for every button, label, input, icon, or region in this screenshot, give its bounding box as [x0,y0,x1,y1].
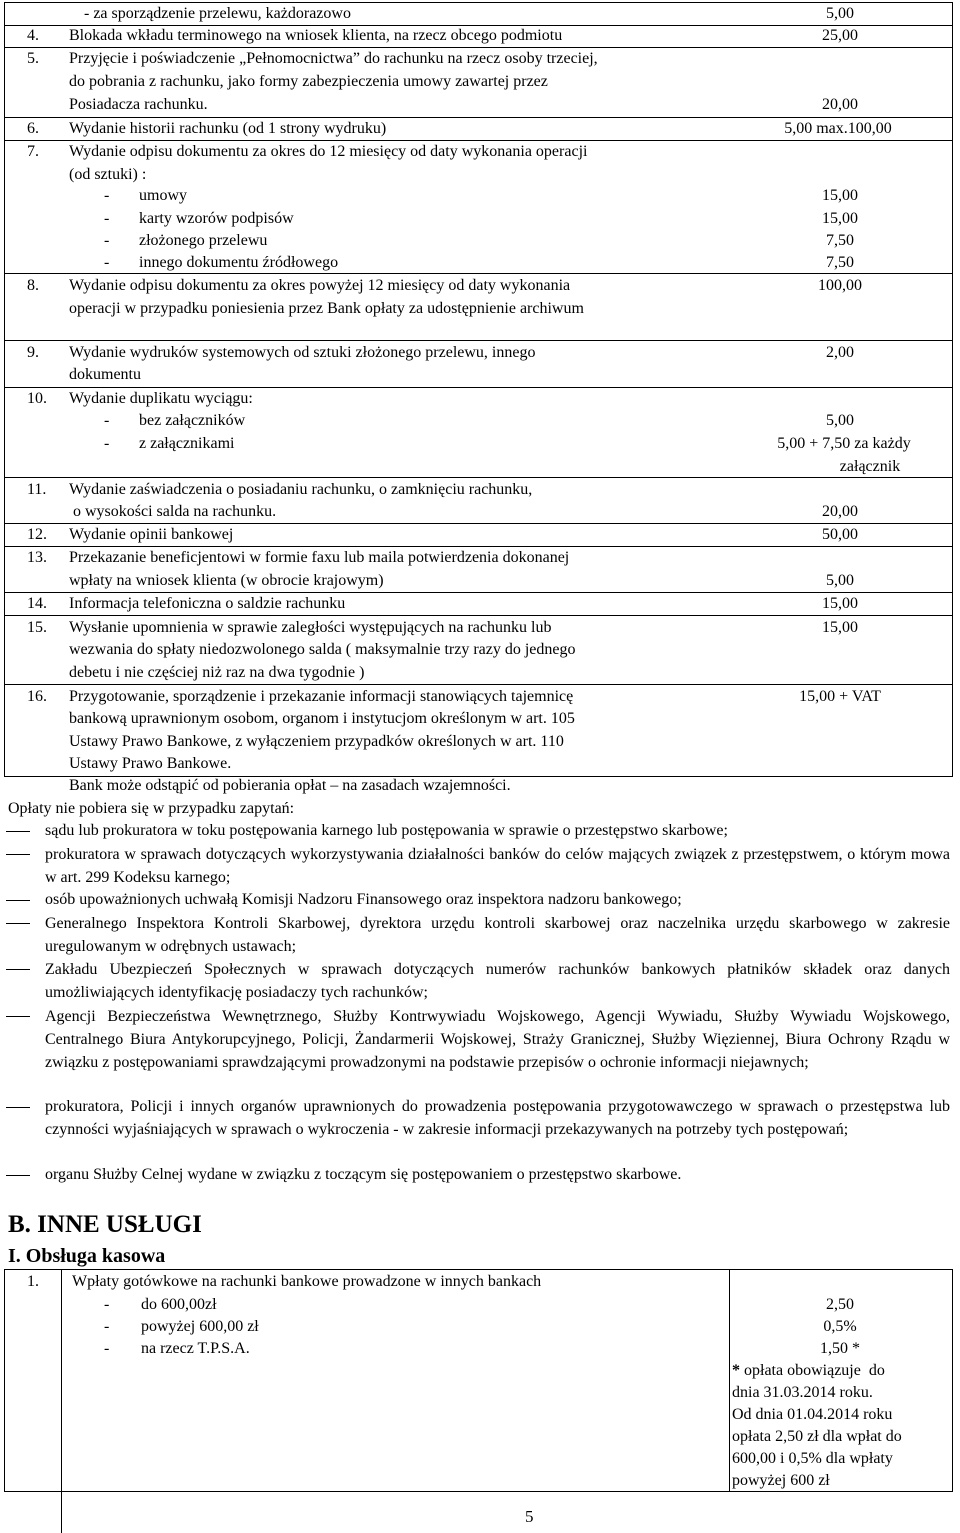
row-text: o wysokości salda na rachunku. [69,503,277,520]
row-fee: 20,00 [822,96,858,113]
row-number: 1. [27,1273,39,1290]
row-fee: 25,00 [822,27,858,44]
sub-dash: - [104,254,110,271]
row-fee: 20,00 [822,503,858,520]
sub-fee: 5,00 [826,412,854,429]
row-fee: 5,00 [826,572,854,589]
note-line: dnia 31.03.2014 roku. [732,1384,873,1401]
sub-dash: - [104,210,110,227]
row-fee: 5,00 [826,5,854,22]
sub-fee: 7,50 [826,232,854,249]
exemptions-intro: Opłaty nie pobiera się w przypadku zapytań: [8,800,295,817]
sub-dash: - [104,1296,110,1313]
sub-fee: 0,5% [823,1318,857,1335]
dash-bullet [6,889,32,901]
row-text: Przekazanie beneficjentowi w formie faxu lub maila potwierdzenia dokonanej [69,549,570,566]
section-subtitle: I. Obsługa kasowa [8,1245,166,1267]
exemption-text: Generalnego Inspektora Kontroli Skarbowej, dyrektora urzędu kontroli skarbowej oraz naczelnika urzędu skarbowego w zakresie uregulowanym w odrębnych ustawach; [45,915,950,955]
sub-fee: 1,50 * [820,1340,860,1357]
section-title: B. INNE USŁUGI [8,1211,202,1238]
row-text: debetu i nie częściej niż raz na dwa tygodnie ) [69,664,365,681]
table-divider [4,684,953,685]
sub-label: umowy [139,187,187,204]
table-divider [4,615,953,616]
row-text: Ustawy Prawo Bankowe. [69,755,232,772]
sub-dash: - [104,232,110,249]
row-text: Wysłanie upomnienia w sprawie zaległości występujących na rachunku lub [69,619,552,636]
row-fee: 50,00 [822,526,858,543]
row-fee: 15,00 [822,619,858,636]
sub-label: bez załączników [139,412,246,429]
exemption-text: organu Służby Celnej wydane w związku z toczącym się postępowaniem o przestępstwo skarbowe. [45,1166,682,1183]
sub-fee: 7,50 [826,254,854,271]
row-number: 10. [27,390,47,407]
row-text: Przygotowanie, sporządzenie i przekazanie informacji stanowiących tajemnicę [69,688,574,705]
exemption-text: Zakładu Ubezpieczeń Społecznych w sprawach dotyczących numerów rachunków bankowych płatników składek oraz danych umożliwiających identyfikację posiadaczy tych rachunków; [45,961,950,1001]
sub-label: do 600,00zł [141,1296,217,1313]
dash-bullet [6,958,32,970]
sub-label: karty wzorów podpisów [139,210,294,227]
sub-label: powyżej 600,00 zł [141,1318,259,1335]
sub-dash: - [104,1318,110,1335]
sub-fee-extra: załącznik [839,458,901,475]
row-text: Wydanie wydruków systemowych od sztuki złożonego przelewu, innego [69,344,536,361]
row-text: Wydanie opinii bankowej [69,526,234,543]
row-number: 14. [27,595,47,612]
table-divider [4,340,953,341]
fee-note [732,1360,902,1492]
row-number: 12. [27,526,47,543]
row-text: do pobrania z rachunku, jako formy zabezpieczenia umowy zawartej przez [69,73,548,90]
sub-fee: 5,00 + 7,50 za każdy [777,435,911,452]
page-number: 5 [525,1507,534,1526]
note-line: 600,00 i 0,5% dla wpłaty [732,1450,893,1467]
row-number: 4. [27,27,39,44]
exemption-text: sądu lub prokuratora w toku postępowania karnego lub postępowania w sprawie o przestępstwo skarbowe; [45,822,728,839]
sub-label: z załącznikami [139,435,235,452]
row-number: 6. [27,120,39,137]
row-text: Wpłaty gotówkowe na rachunki bankowe prowadzone w innych bankach [72,1273,542,1290]
dash-bullet [6,912,32,924]
row-text: Blokada wkładu terminowego na wniosek klienta, na rzecz obcego podmiotu [69,27,563,44]
row-text: bankową uprawnionym osobom, organom i instytucjom określonym w art. 105 [69,710,575,727]
row-text: Bank może odstąpić od pobierania opłat – na zasadach wzajemności. [69,777,511,794]
row-text: Posiadacza rachunku. [69,96,208,113]
note-line: opłata obowiązuje do [740,1362,885,1379]
row-number: 11. [27,481,47,498]
row-text: Wydanie zaświadczenia o posiadaniu rachunku, o zamknięciu rachunku, [69,481,533,498]
note-star: * [732,1362,740,1379]
row-fee: 2,00 [826,344,854,361]
row-text: wpłaty na wniosek klienta (w obrocie krajowym) [69,572,384,589]
row-number: 13. [27,549,47,566]
row-text: Ustawy Prawo Bankowe, z wyłączeniem przypadków określonych w art. 110 [69,733,564,750]
row-fee: 5,00 max.100,00 [784,120,892,137]
row-text: Wydanie odpisu dokumentu za okres powyżej 12 miesięcy od daty wykonania [69,277,571,294]
row-text: - za sporządzenie przelewu, każdorazowo [84,5,351,22]
dash-bullet [6,1164,32,1176]
row-text: Wydanie odpisu dokumentu za okres do 12 miesięcy od daty wykonania operacji [69,143,588,160]
sub-label: złożonego przelewu [139,232,268,249]
row-text: Przyjęcie i poświadczenie „Pełnomocnictwa” do rachunku na rzecz osoby trzeciej, [69,50,598,67]
exemption-text: Agencji Bezpieczeństwa Wewnętrznego, Służby Kontrwywiadu Wojskowego, Agencji Wywiadu, Służby Wywiadu Wojskowego, Centralnego Biura Antykorupcyjnego, Policji, Żandarmerii Wojskowej, Straży Granicznej, Służby Więziennej, Biura Ochrony Rządu w związku z postępowaniami sprawdzającymi prowadzonymi na podstawie przepisów o ochronie informacji niejawnych; [45,1008,950,1071]
row-number: 8. [27,277,39,294]
table-column-divider [729,1269,730,1492]
row-number: 16. [27,688,47,705]
dash-bullet [6,1096,32,1108]
sub-dash: - [104,1340,110,1357]
note-line: opłata 2,50 zł dla wpłat do [732,1428,902,1445]
row-number: 7. [27,143,39,160]
exemption-text: osób upoważnionych uchwałą Komisji Nadzoru Finansowego oraz inspektora nadzoru bankowego; [45,891,682,908]
note-line: powyżej 600 zł [732,1472,830,1489]
sub-dash: - [104,187,110,204]
row-text: Wydanie duplikatu wyciągu: [69,390,253,407]
sub-fee: 15,00 [822,187,858,204]
row-text: wezwania do spłaty niedozwolonego salda ( maksymalnie trzy razy do jednego [69,641,576,658]
sub-fee: 15,00 [822,210,858,227]
row-number: 15. [27,619,47,636]
dash-bullet [6,1005,32,1017]
sub-label: na rzecz T.P.S.A. [141,1340,250,1357]
sub-dash: - [104,435,110,452]
row-number: 9. [27,344,39,361]
row-number: 5. [27,50,39,67]
sub-fee: 2,50 [826,1296,854,1313]
row-text: dokumentu [69,366,141,383]
exemption-text: prokuratora, Policji i innych organów uprawnionych do prowadzenia postępowania przygotowawczego w sprawach o przestępstwa lub czynności wyjaśniających w sprawach o wykroczenia - w zakresie informacji przekazywanych na potrzeby tych postępowań; [45,1098,950,1138]
exemption-text: prokuratora w sprawach dotyczących wykorzystywania działalności banków do celów mających związek z przestępstwem, o którym mowa w art. 299 Kodeksu karnego; [45,846,950,886]
dash-bullet [6,843,32,855]
sub-dash: - [104,412,110,429]
row-fee: 15,00 [822,595,858,612]
table-column-divider [61,1269,62,1533]
sub-label: innego dokumentu źródłowego [139,254,339,271]
row-text: operacji w przypadku poniesienia przez Bank opłaty za udostępnienie archiwum [69,300,584,317]
row-text: Wydanie historii rachunku (od 1 strony wydruku) [69,120,387,137]
note-line: Od dnia 01.04.2014 roku [732,1406,893,1423]
row-fee: 100,00 [818,277,862,294]
row-text: (od sztuki) : [69,166,147,183]
row-fee: 15,00 + VAT [799,688,881,705]
dash-bullet [6,820,32,832]
row-text: Informacja telefoniczna o saldzie rachunku [69,595,346,612]
